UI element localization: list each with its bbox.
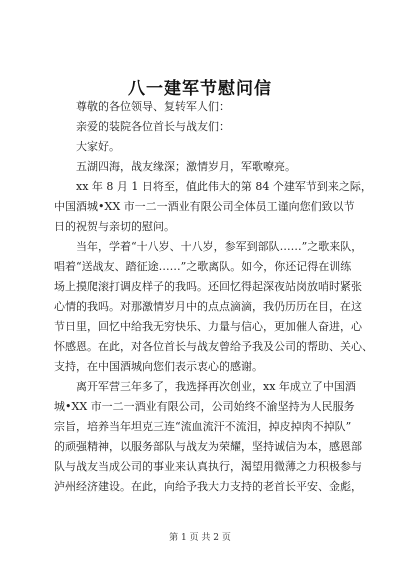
body-line: 城•XX 市一二一酒业有限公司，公司始终不渝坚持为人民服务 — [54, 400, 355, 413]
body-line: 队与战友当成公司的事业来认真执行，渴望用微薄之力积极参与 — [54, 460, 362, 473]
body-line: 中国酒城•XX 市一二一酒业有限公司全体员工谨向您们致以节 — [54, 200, 355, 213]
salutation-comrades: 亲爱的装院各位首长与战友们： — [76, 120, 230, 133]
body-line: 节日里，回忆中给我无穷快乐、力量与信心，更加催人奋进，心 — [54, 320, 362, 333]
body-line: 当年，学着“十八岁、十八岁，参军到部队……”之歌来队， — [76, 240, 363, 253]
body-line: 唱着“送战友、踏征途……”之歌离队。如今，你还记得在训练 — [54, 260, 352, 273]
body-line: 怀感恩。在此，对各位首长与战友曾给予我及公司的帮助、关心、 — [54, 340, 373, 353]
body-line: 日的祝贺与亲切的慰问。 — [54, 220, 175, 233]
body-line: 场上摸爬滚打调皮样子的我吗。还回忆得起深夜站岗放哨时紧张 — [54, 280, 362, 293]
body-line: 泸州经济建设。在此，向给予我大力支持的老首长平安、金彪， — [54, 480, 362, 493]
body-line: xx 年 8 月 1 日将至，值此伟大的第 84 个建军节到来之际， — [76, 180, 372, 193]
page-title: 八一建军节慰问信 — [128, 79, 272, 99]
greeting: 大家好。 — [76, 140, 120, 153]
body-line: 心情的我吗。对那激情岁月中的点点滴滴，我仍历历在目，在这 — [54, 300, 362, 313]
page-number: 第 1 页 共 2 页 — [169, 533, 231, 543]
body-line: 的顽强精神，以服务部队与战友为荣耀，坚持诚信为本，感恩部 — [54, 440, 362, 453]
body-line: 宗旨，培养当年坦克三连“流血流汗不流泪，掉皮掉肉不掉队” — [54, 420, 352, 433]
body-line: 离开军营三年多了，我选择再次创业，xx 年成立了中国酒 — [76, 380, 356, 393]
opening-couplet: 五湖四海，战友缘深；激情岁月，军歌嘹亮。 — [76, 160, 296, 173]
body-line: 支持，在中国酒城向您们表示衷心的感谢。 — [54, 360, 263, 373]
salutation-leaders: 尊敬的各位领导、复转军人们： — [76, 100, 230, 113]
